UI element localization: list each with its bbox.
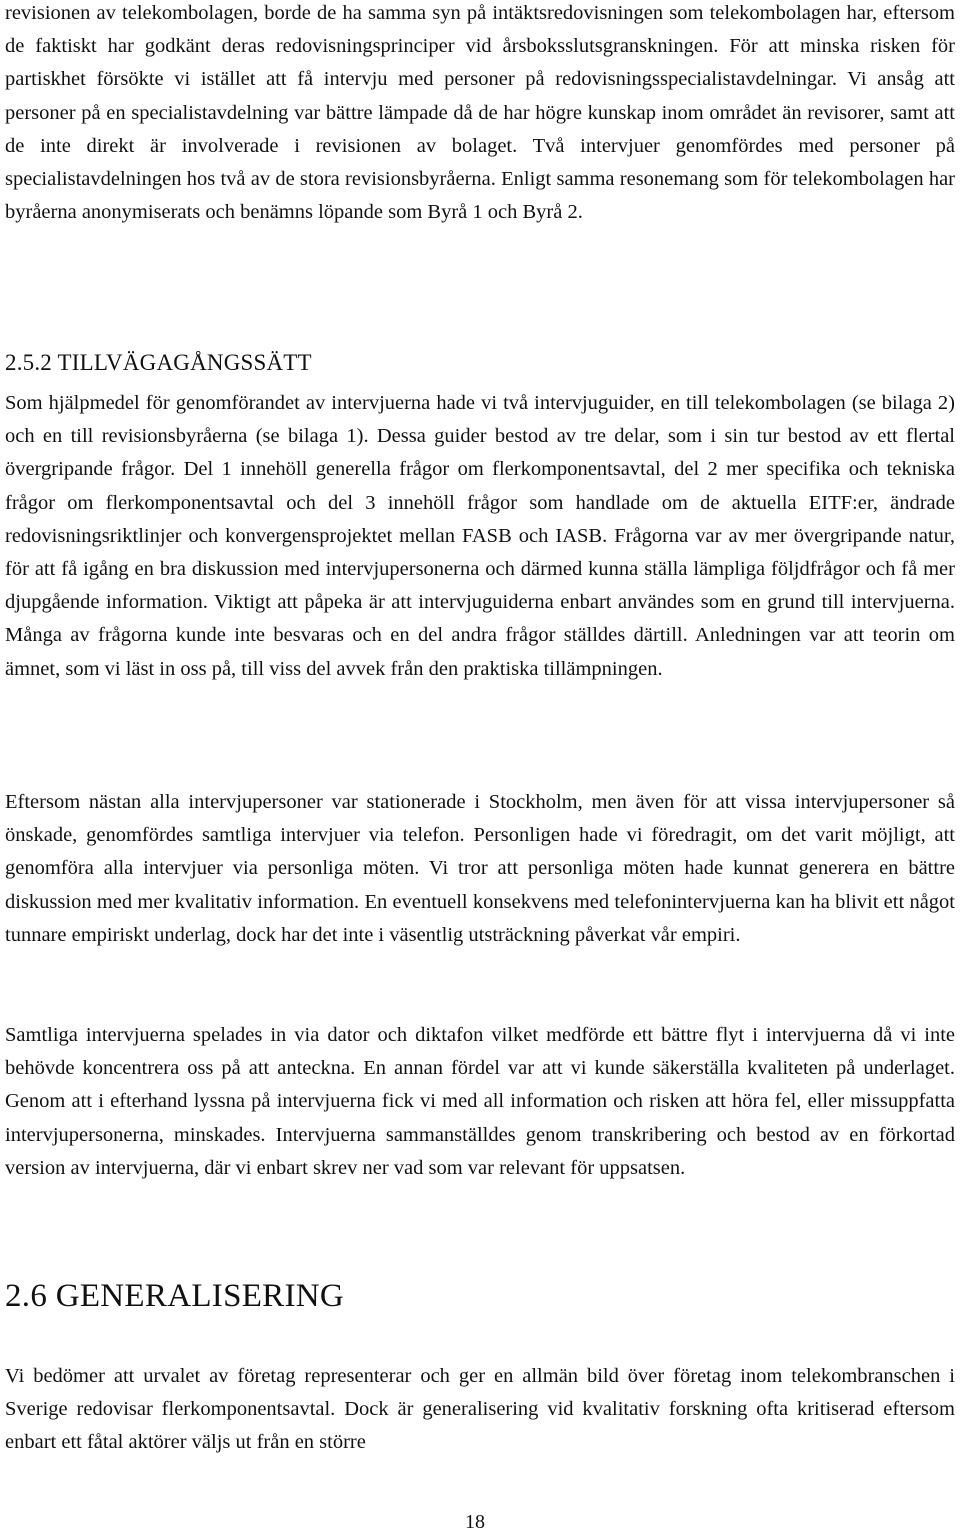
- paragraph-generalisation: Vi bedömer att urvalet av företag representerar och ger en allmän bild över företag inom telekombranschen i Sverige redovisar flerkomponentsavtal. Dock är generalisering vid kvalitativ forskning ofta kritiserad eftersom enbart ett fåtal aktörer väljs ut från en större: [5, 1365, 955, 1454]
- page-number: 18: [465, 1511, 485, 1533]
- section-heading-26: 2.6 GENERALISERING: [5, 1278, 345, 1314]
- paragraph-interview-guides: Som hjälpmedel för genomförandet av intervjuerna hade vi två intervjuguider, en till telekombolagen (se bilaga 2) och en till revisionsbyråerna (se bilaga 1). Dessa guider bestod av tre delar, som i sin tur bestod av ett flertal övergripande frågor. Del 1 innehöll generella frågor om flerkomponentsavtal, del 2 mer specifika och tekniska frågor om flerkomponentsavtal och del 3 innehöll frågor som handlade om de aktuella EITF:er, ändrade redovisningsriktlinjer och konvergensprojektet mellan FASB och IASB. Frågorna var av mer övergripande natur, för att få igång en bra diskussion med intervjupersonerna och därmed kunna ställa lämpliga följdfrågor och få mer djupgående information. Viktigt att påpeka är att intervjuguiderna enbart användes som en grund till intervjuerna. Många av frågorna kunde inte besvaras och en del andra frågor ställdes därtill. Anledningen var att teorin om ämnet, som vi läst in oss på, till viss del avvek från den praktiska tillämpningen.: [5, 392, 955, 680]
- paragraph-telephone-interviews: Eftersom nästan alla intervjupersoner var stationerade i Stockholm, men även för att vissa intervjupersoner så önskade, genomfördes samtliga intervjuer via telefon. Personligen hade vi föredragit, om det varit möjligt, att genomföra alla intervjuer via personliga möten. Vi tror att personliga möten hade kunnat generera en bättre diskussion med mer kvalitativ information. En eventuell konsekvens med telefonintervjuerna kan ha blivit ett något tunnare empiriskt underlag, dock har det inte i väsentlig utsträckning påverkat vår empiri.: [5, 791, 955, 946]
- paragraph-continued: revisionen av telekombolagen, borde de ha samma syn på intäktsredovisningen som telekombolagen har, eftersom de faktiskt har godkänt deras redovisningsprinciper vid årsboksslutsgranskningen. För att minska risken för partiskhet försökte vi istället att få intervju med personer på redovisningsspecialistavdelningar. Vi ansåg att personer på en specialistavdelning var bättre lämpade då de har högre kunskap inom området än revisorer, samt att de inte direkt är involverade i revisionen av bolaget. Två intervjuer genomfördes med personer på specialistavdelningen hos två av de stora revisionsbyråerna. Enligt samma resonemang som för telekombolagen har byråerna anonymiserats och benämns löpande som Byrå 1 och Byrå 2.: [5, 2, 955, 224]
- paragraph-recording: Samtliga intervjuerna spelades in via dator och diktafon vilket medförde ett bättre flyt i intervjuerna då vi inte behövde koncentrera oss på att anteckna. En annan fördel var att vi kunde säkerställa kvaliteten på underlaget. Genom att i efterhand lyssna på intervjuerna fick vi med all information och risken att höra fel, eller missuppfatta intervjupersonerna, minskades. Intervjuerna sammanställdes genom transkribering och bestod av en förkortad version av intervjuerna, där vi enbart skrev ner vad som var relevant för uppsatsen.: [5, 1024, 955, 1179]
- section-heading-252: 2.5.2 TILLVÄGAGÅNGSSÄTT: [5, 350, 312, 375]
